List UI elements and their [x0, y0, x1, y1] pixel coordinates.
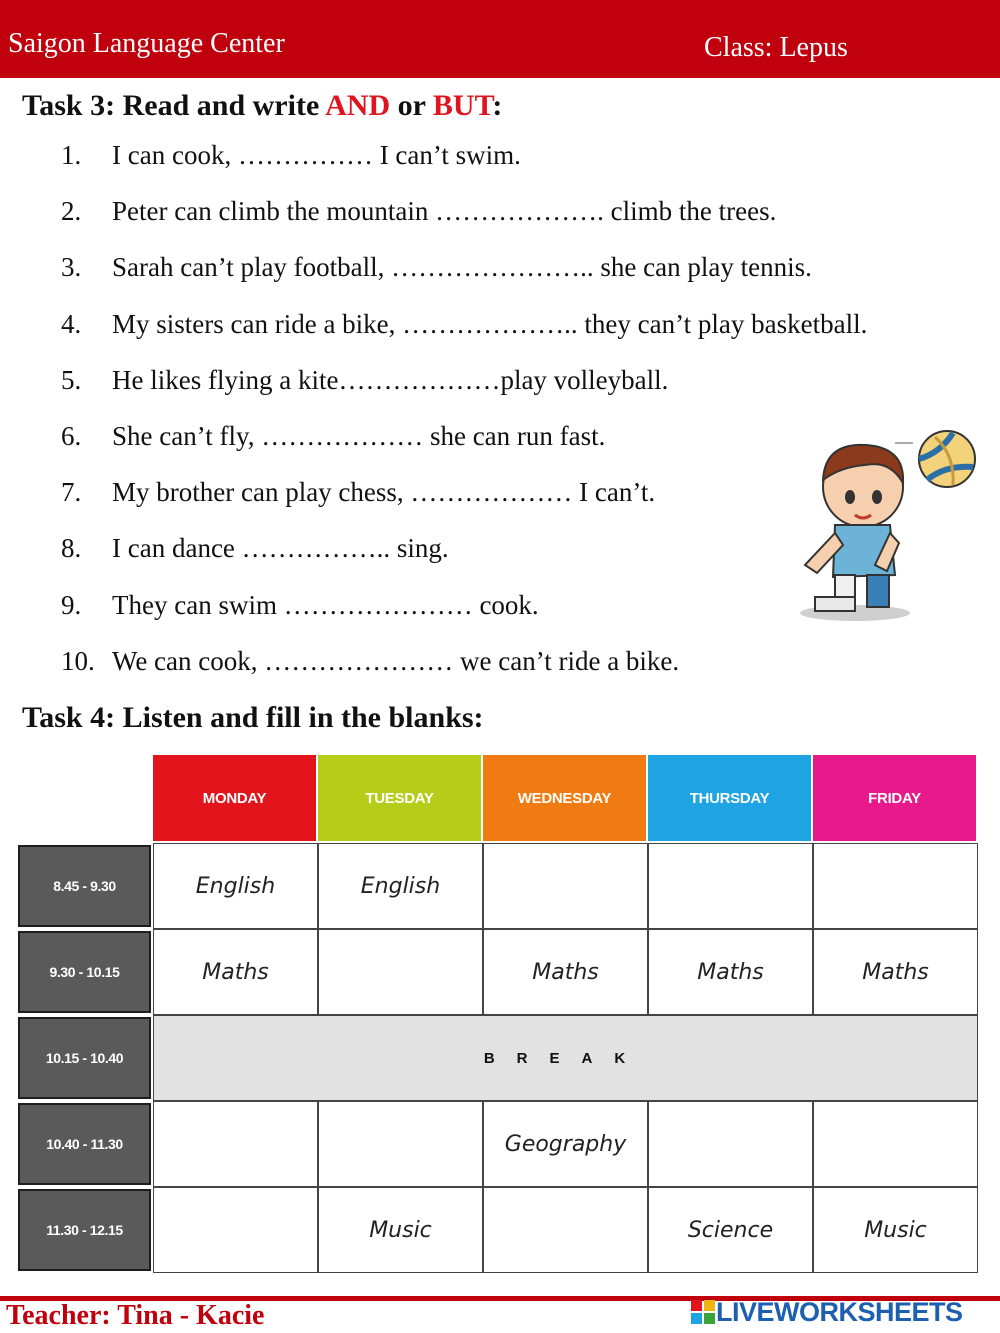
- and-word: AND: [325, 89, 391, 122]
- subject-cell: Science: [648, 1187, 813, 1273]
- blank-cell[interactable]: [813, 1101, 978, 1187]
- class-name: Class: Lepus: [704, 32, 848, 63]
- center-name: Saigon Language Center: [8, 28, 285, 59]
- liveworksheets-logo[interactable]: [690, 1297, 963, 1327]
- subject-cell: Music: [813, 1187, 978, 1273]
- teacher-name: Teacher: Tina - Kacie: [6, 1300, 265, 1331]
- exercise-item: [0, 309, 1000, 349]
- task3-title-prefix: Task 3: Read and write: [22, 89, 326, 122]
- time-slot: 9.30 - 10.15: [18, 931, 151, 1013]
- exercise-item: [0, 196, 1000, 236]
- item-sentence[interactable]: She can’t fly, ……………… she can run fast.: [112, 421, 606, 451]
- blank-cell[interactable]: [318, 929, 483, 1015]
- liveworksheets-text: LIVEWORKSHEETS: [716, 1296, 963, 1327]
- volleyball-icon: [919, 431, 975, 487]
- item-sentence[interactable]: They can swim ………………… cook.: [112, 589, 539, 620]
- item-number: 4.: [61, 308, 82, 339]
- blank-cell[interactable]: [153, 1101, 318, 1187]
- subject-cell: Music: [318, 1187, 483, 1273]
- blank-cell[interactable]: [153, 1187, 318, 1273]
- subject-cell: Maths: [483, 929, 648, 1015]
- item-number: 8.: [61, 533, 82, 564]
- task4-title: Task 4: Listen and fill in the blanks:: [22, 701, 484, 734]
- subject-cell: Geography: [483, 1101, 648, 1187]
- subject-cell: Maths: [648, 929, 813, 1015]
- blank-cell[interactable]: [648, 1101, 813, 1187]
- item-number: 5.: [61, 364, 82, 395]
- timetable: [18, 755, 978, 1275]
- header-bar: [0, 0, 1000, 78]
- or-word: or: [390, 89, 433, 122]
- blank-cell[interactable]: [648, 843, 813, 929]
- item-sentence[interactable]: We can cook, ………………… we can’t ride a bike.: [112, 645, 680, 676]
- time-slot: 10.40 - 11.30: [18, 1103, 151, 1185]
- time-slot: 11.30 - 12.15: [18, 1189, 151, 1271]
- day-header: FRIDAY: [813, 755, 976, 841]
- task3-title: [22, 89, 502, 123]
- item-number: 6.: [61, 421, 82, 451]
- blank-cell[interactable]: [483, 843, 648, 929]
- day-header: TUESDAY: [318, 755, 481, 841]
- item-sentence[interactable]: My sisters can ride a bike, ……………….. they can’t play basketball.: [112, 308, 868, 339]
- subject-cell: Maths: [813, 929, 978, 1015]
- exercise-item: [0, 140, 1000, 180]
- item-sentence[interactable]: He likes flying a kite………………play volleyball.: [112, 364, 669, 395]
- item-sentence[interactable]: Peter can climb the mountain ………………. climb the trees.: [112, 196, 777, 227]
- item-number: 3.: [61, 252, 82, 283]
- item-sentence[interactable]: I can dance …………….. sing.: [112, 533, 449, 564]
- blank-cell[interactable]: [483, 1187, 648, 1273]
- but-word: BUT: [432, 89, 493, 122]
- exercise-item: [0, 365, 1000, 405]
- liveworksheets-icon: [690, 1299, 716, 1325]
- exercise-item: [0, 252, 1000, 292]
- item-number: 2.: [61, 196, 82, 227]
- blank-cell[interactable]: [318, 1101, 483, 1187]
- exercise-item: [0, 646, 1000, 686]
- day-header: WEDNESDAY: [483, 755, 646, 841]
- break-row: BREAK: [153, 1015, 978, 1101]
- day-header: MONDAY: [153, 755, 316, 841]
- item-sentence[interactable]: My brother can play chess, ……………… I can’t.: [112, 477, 656, 508]
- item-sentence[interactable]: I can cook, …………… I can’t swim.: [112, 140, 521, 170]
- item-number: 10.: [61, 645, 95, 676]
- blank-cell[interactable]: [813, 843, 978, 929]
- subject-cell: Maths: [153, 929, 318, 1015]
- subject-cell: English: [153, 843, 318, 929]
- task3-colon: :: [492, 89, 503, 122]
- item-number: 1.: [61, 140, 82, 170]
- item-number: 7.: [61, 477, 82, 508]
- item-sentence[interactable]: Sarah can’t play football, ………………….. she can play tennis.: [112, 252, 812, 283]
- day-header: THURSDAY: [648, 755, 811, 841]
- item-number: 9.: [61, 589, 82, 620]
- subject-cell: English: [318, 843, 483, 929]
- time-slot: 10.15 - 10.40: [18, 1017, 151, 1099]
- volleyball-boy-illustration: [795, 425, 980, 625]
- time-slot: 8.45 - 9.30: [18, 845, 151, 927]
